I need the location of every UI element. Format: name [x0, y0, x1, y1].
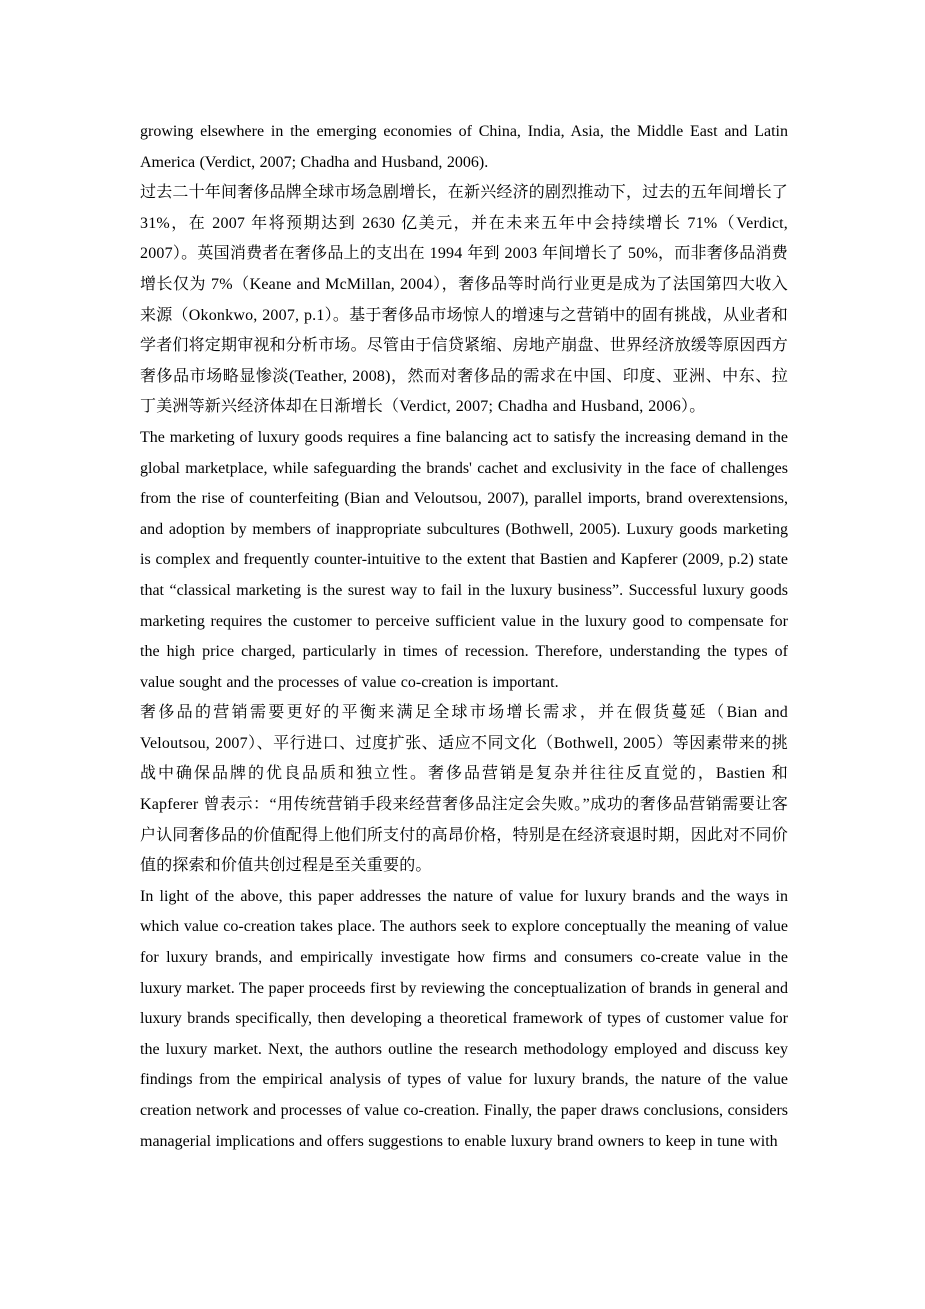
document-body — [140, 117, 788, 1157]
paragraph-chinese-market-growth: 过去二十年间奢侈品牌全球市场急剧增长，在新兴经济的剧烈推动下，过去的五年间增长了 31%，在 2007 年将预期达到 2630 亿美元，并在未来五年中会持续增长 71%（Verdict, 2007）。英国消费者在奢侈品上的支出在 1994 年到 2003 年间增长了 50%，而非奢侈品消费增长仅为 7%（Keane and McMillan, 2004），奢侈品等时尚行业更是成为了法国第四大收入来源（Okonkwo, 2007, p.1）。基于奢侈品市场惊人的增速与之营销中的固有挑战，从业者和学者们将定期审视和分析市场。尽管由于信贷紧缩、房地产崩盘、世界经济放缓等原因西方奢侈品市场略显惨淡(Teather, 2008)，然而对奢侈品的需求在中国、印度、亚洲、中东、拉丁美洲等新兴经济体却在日渐增长（Verdict, 2007; Chadha and Husband, 2006）。 — [140, 184, 789, 416]
paragraph-chinese-marketing-balance: 奢侈品的营销需要更好的平衡来满足全球市场增长需求，并在假货蔓延（Bian and Veloutsou, 2007）、平行进口、过度扩张、适应不同文化（Bothwell, 2005）等因素带来的挑战中确保品牌的优良品质和独立性。奢侈品营销是复杂并往往反直觉的，Bastien 和 Kapferer 曾表示：“用传统营销手段来经营奢侈品注定会失败。”成功的奢侈品营销需要让客户认同奢侈品的价值配得上他们所支付的高昂价格，特别是在经济衰退时期，因此对不同价值的探索和价值共创过程是至关重要的。 — [140, 704, 789, 875]
paragraph-english-paper-outline: In light of the above, this paper addresses the nature of value for luxury brands and the ways in which value co-creation takes place. The authors seek to explore conceptually the meaning of value for luxury brands, and empirically investigate how firms and consumers co-create value in the luxury market. The paper proceeds first by reviewing the conceptualization of brands in general and luxury brands specifically, then developing a theoretical framework of types of customer value for the luxury market. Next, the authors outline the research methodology employed and discuss key findings from the empirical analysis of types of value for luxury brands, the nature of the value creation network and processes of value co-creation. Finally, the paper draws conclusions, considers managerial implications and offers suggestions to enable luxury brand owners to keep in tune with — [140, 887, 788, 1150]
paragraph-english-marketing-balance: The marketing of luxury goods requires a fine balancing act to satisfy the increasing demand in the global marketplace, while safeguarding the brands' cachet and exclusivity in the face of challenges from the rise of counterfeiting (Bian and Veloutsou, 2007), parallel imports, brand overextensions, and adoption by members of inappropriate subcultures (Bothwell, 2005). Luxury goods marketing is complex and frequently counter-intuitive to the extent that Bastien and Kapferer (2009, p.2) state that “classical marketing is the surest way to fail in the luxury business”. Successful luxury goods marketing requires the customer to perceive sufficient value in the luxury good to compensate for the high price charged, particularly in times of recession. Therefore, understanding the types of value sought and the processes of value co-creation is important. — [140, 428, 788, 691]
paragraph-english-intro: growing elsewhere in the emerging economies of China, India, Asia, the Middle East and Latin America (Verdict, 2007; Chadha and Husband, 2006). — [140, 123, 788, 171]
